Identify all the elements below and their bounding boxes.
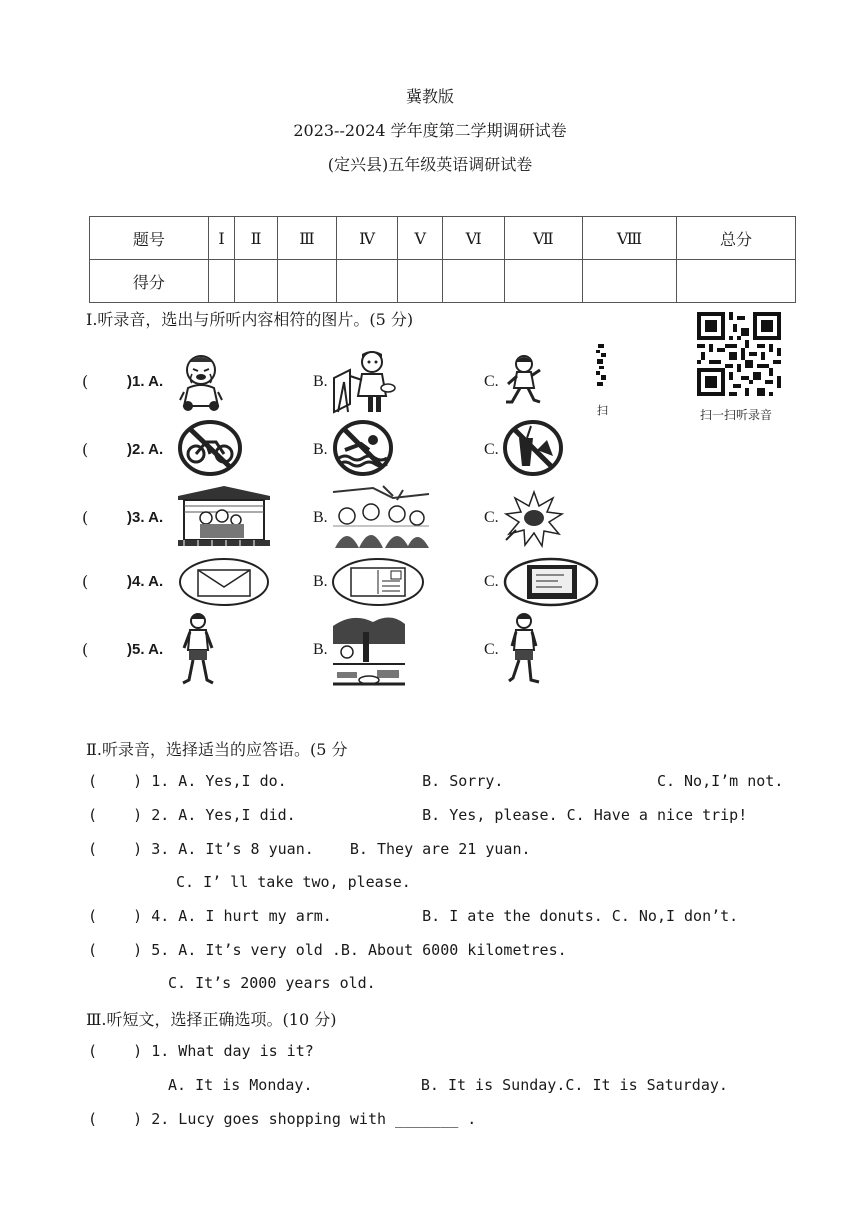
- score-table-score-row: [90, 260, 796, 303]
- answer-paren[interactable]: (: [82, 372, 89, 391]
- answer-paren[interactable]: (: [82, 640, 89, 659]
- question-number: )4. A.: [127, 573, 164, 590]
- score-cell-header: 总分: [677, 217, 796, 260]
- score-row-label: 得分: [90, 260, 209, 303]
- running-boy-icon: [504, 354, 544, 410]
- option-b-label: B.: [313, 573, 328, 590]
- question-number: )5. A.: [127, 641, 164, 658]
- section-2-question-1: ( ) 1. A. Yes,I do. B. Sorry. C. No,I’m not.: [88, 772, 784, 790]
- computer-screen-icon: [503, 557, 599, 607]
- crowd-street-icon: [333, 486, 429, 548]
- score-cell-header: Ⅰ: [208, 217, 234, 260]
- qr-caption: 扫一扫听录音: [700, 408, 773, 422]
- postcard-icon: [331, 557, 425, 607]
- section-2-title: Ⅱ.听录音，选择适当的应答语。(5 分: [86, 740, 348, 759]
- section-2-question-2: ( ) 2. A. Yes,I did. B. Yes, please. C. Have a nice trip!: [88, 806, 748, 824]
- score-cell[interactable]: [208, 260, 234, 303]
- section-3-question-2: ( ) 2. Lucy goes shopping with _______ .: [88, 1110, 477, 1128]
- score-cell-header: Ⅲ: [277, 217, 336, 260]
- score-cell-header: Ⅶ: [504, 217, 582, 260]
- question-number: )2. A.: [127, 441, 164, 458]
- walking-boy-icon: [180, 612, 216, 686]
- score-cell[interactable]: [504, 260, 582, 303]
- option-c-label: C.: [484, 509, 499, 526]
- option-b-label: B.: [313, 641, 328, 658]
- firework-icon: [504, 490, 564, 542]
- score-table: [89, 216, 796, 303]
- no-swimming-sign-icon: [333, 420, 393, 476]
- option-b-label: B.: [313, 441, 328, 458]
- option-c-label: C.: [484, 573, 499, 590]
- section-2-question-5: ( ) 5. A. It’s very old .B. About 6000 kilometres.: [88, 941, 567, 959]
- family-house-icon: [178, 486, 270, 546]
- section-3-question-1-options: A. It is Monday. B. It is Sunday.C. It is Saturday.: [168, 1076, 728, 1094]
- partial-qr-icon: [596, 344, 606, 400]
- qr-code-icon: [697, 312, 781, 396]
- score-cell-header: Ⅷ: [582, 217, 676, 260]
- no-cycling-sign-icon: [178, 420, 242, 476]
- envelope-icon: [178, 557, 270, 607]
- score-cell[interactable]: [443, 260, 505, 303]
- section-3-question-1: ( ) 1. What day is it?: [88, 1042, 314, 1060]
- park-scene-icon: [333, 612, 405, 686]
- exam-title: (定兴县)五年级英语调研试卷: [327, 155, 533, 174]
- score-cell-header: Ⅱ: [235, 217, 278, 260]
- score-table-header-row: [90, 217, 796, 260]
- option-b-label: B.: [313, 373, 328, 390]
- painting-boy-icon: [330, 348, 396, 414]
- section-1-title: Ⅰ.听录音，选出与所听内容相符的图片。(5 分): [86, 310, 414, 329]
- walking-boy-icon: [506, 612, 542, 686]
- score-cell[interactable]: [337, 260, 398, 303]
- edition-title: 冀教版: [405, 87, 454, 106]
- section-3-title: Ⅲ.听短文，选择正确选项。(10 分): [86, 1010, 337, 1029]
- score-cell-header: 题号: [90, 217, 209, 260]
- score-cell-header: Ⅳ: [337, 217, 398, 260]
- option-c-label: C.: [484, 641, 499, 658]
- option-c-label: C.: [484, 441, 499, 458]
- score-cell[interactable]: [398, 260, 443, 303]
- score-cell[interactable]: [277, 260, 336, 303]
- score-cell-header: Ⅴ: [398, 217, 443, 260]
- score-cell[interactable]: [235, 260, 278, 303]
- score-cell[interactable]: [582, 260, 676, 303]
- option-c-label: C.: [484, 373, 499, 390]
- section-2-question-5-option-c: C. It’s 2000 years old.: [168, 974, 376, 992]
- option-b-label: B.: [313, 509, 328, 526]
- section-2-question-3: ( ) 3. A. It’s 8 yuan. B. They are 21 yuan.: [88, 840, 531, 858]
- term-title: 2023--2024 学年度第二学期调研试卷: [293, 121, 567, 140]
- answer-paren[interactable]: (: [82, 440, 89, 459]
- section-2-question-4: ( ) 4. A. I hurt my arm. B. I ate the donuts. C. No,I don’t.: [88, 907, 739, 925]
- answer-paren[interactable]: (: [82, 572, 89, 591]
- score-cell[interactable]: [677, 260, 796, 303]
- question-number: )1. A.: [127, 373, 164, 390]
- answer-paren[interactable]: (: [82, 508, 89, 527]
- partial-qr-caption: 扫: [597, 404, 608, 417]
- question-number: )3. A.: [127, 509, 164, 526]
- no-food-drink-sign-icon: [503, 420, 563, 476]
- score-cell-header: Ⅵ: [443, 217, 505, 260]
- crying-baby-icon: [178, 352, 224, 412]
- section-2-question-3-option-c: C. I’ ll take two, please.: [176, 873, 411, 891]
